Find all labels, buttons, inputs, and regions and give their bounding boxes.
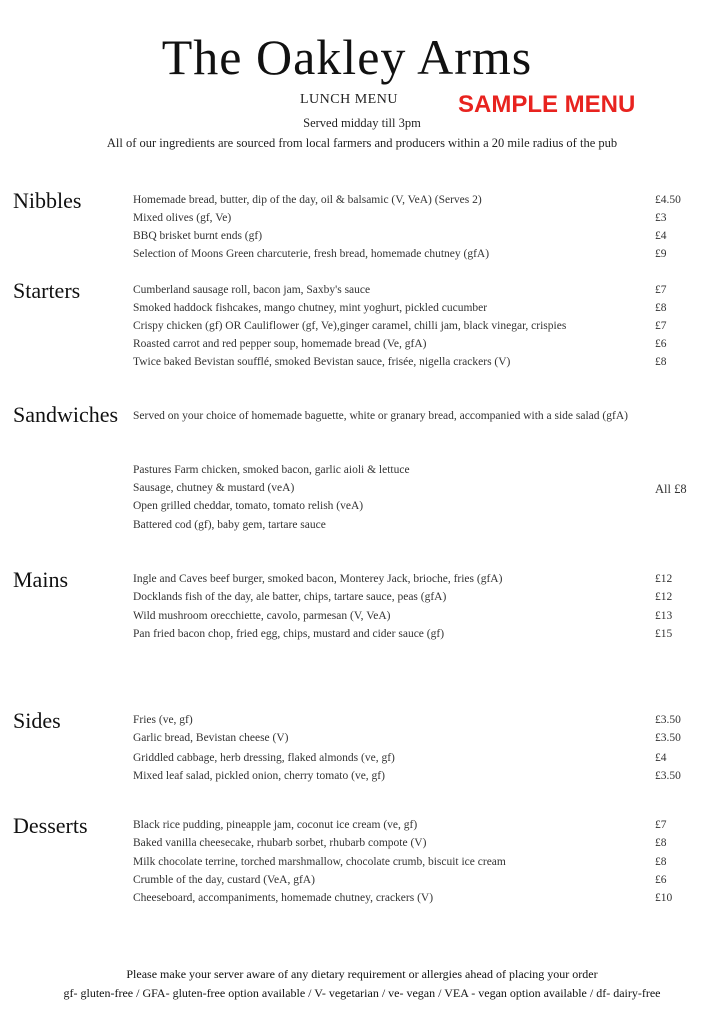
allergy-note: Please make your server aware of any dietary requirement or allergies ahead of placing your order	[126, 967, 598, 981]
menu-item-name: Cumberland sausage roll, bacon jam, Saxby's sauce	[133, 284, 371, 296]
sample-menu-label: SAMPLE MENU	[458, 91, 636, 118]
menu-item-price: £9	[655, 248, 667, 260]
menu-item-price: £3.50	[655, 714, 681, 726]
sourcing-note: All of our ingredients are sourced from local farmers and producers within a 20 mile radius of the pub	[106, 136, 618, 150]
menu-item-name: Wild mushroom orecchiette, cavolo, parmesan (V, VeA)	[133, 610, 391, 622]
serving-hours: Served midday till 3pm	[303, 116, 421, 130]
menu-item-name: Pan fried bacon chop, fried egg, chips, mustard and cider sauce (gf)	[133, 628, 445, 640]
dietary-key: gf- gluten-free / GFA- gluten-free option available / V- vegetarian / ve- vegan / VEA - vegan option available / df- dairy-free	[63, 986, 661, 1000]
restaurant-name: The Oakley Arms	[161, 29, 533, 85]
menu-item-price: £7	[655, 320, 667, 332]
menu-item-name: Docklands fish of the day, ale batter, chips, tartare sauce, peas (gfA)	[133, 591, 447, 603]
menu-item-name: Crispy chicken (gf) OR Cauliflower (gf, Ve),ginger caramel, chilli jam, black vinegar, crispies	[133, 320, 567, 332]
menu-item-name: Smoked haddock fishcakes, mango chutney, mint yoghurt, pickled cucumber	[133, 302, 488, 314]
menu-item-name: Milk chocolate terrine, torched marshmallow, chocolate crumb, biscuit ice cream	[133, 856, 506, 868]
menu-item-name: Roasted carrot and red pepper soup, homemade bread (Ve, gfA)	[133, 338, 427, 350]
menu-item-price: £6	[655, 874, 667, 886]
menu-item-price: £4	[655, 752, 667, 764]
section-description: Served on your choice of homemade baguette, white or granary bread, accompanied with a side salad (gfA)	[133, 410, 628, 422]
menu-item-name: Black rice pudding, pineapple jam, coconut ice cream (ve, gf)	[133, 819, 418, 831]
menu-item-price: £8	[655, 856, 667, 868]
menu-item-name: Baked vanilla cheesecake, rhubarb sorbet, rhubarb compote (V)	[133, 837, 427, 849]
menu-item-price: £8	[655, 302, 667, 314]
menu-item-price: £15	[655, 628, 673, 640]
menu-item-price: £12	[655, 573, 673, 585]
section-heading: Sandwiches	[13, 402, 119, 427]
group-price: All £8	[655, 482, 687, 496]
menu-item-name: Battered cod (gf), baby gem, tartare sauce	[133, 519, 326, 531]
menu-item-name: Garlic bread, Bevistan cheese (V)	[133, 732, 289, 744]
menu-item-price: £10	[655, 892, 673, 904]
menu-item-price: £3.50	[655, 770, 681, 782]
menu-item-name: Mixed leaf salad, pickled onion, cherry tomato (ve, gf)	[133, 770, 385, 782]
menu-item-name: Open grilled cheddar, tomato, tomato relish (veA)	[133, 500, 364, 512]
section-heading: Sides	[13, 708, 61, 733]
menu-item-name: Crumble of the day, custard (VeA, gfA)	[133, 874, 315, 886]
menu-type: LUNCH MENU	[300, 92, 398, 107]
menu-item-price: £8	[655, 837, 667, 849]
menu-item-price: £13	[655, 610, 673, 622]
section-heading: Starters	[13, 278, 81, 303]
menu-item-name: BBQ brisket burnt ends (gf)	[133, 230, 263, 242]
menu-item-name: Griddled cabbage, herb dressing, flaked almonds (ve, gf)	[133, 752, 395, 764]
menu-item-price: £6	[655, 338, 667, 350]
menu-item-name: Selection of Moons Green charcuterie, fresh bread, homemade chutney (gfA)	[133, 248, 490, 260]
menu-item-price: £3.50	[655, 732, 681, 744]
menu-item-price: £4	[655, 230, 667, 242]
menu-item-price: £3	[655, 212, 667, 224]
section-heading: Nibbles	[13, 188, 82, 213]
menu-item-name: Mixed olives (gf, Ve)	[133, 212, 232, 224]
menu-item-name: Cheeseboard, accompaniments, homemade chutney, crackers (V)	[133, 892, 434, 904]
menu-item-price: £7	[655, 284, 667, 296]
menu-item-name: Ingle and Caves beef burger, smoked bacon, Monterey Jack, brioche, fries (gfA)	[133, 573, 503, 585]
menu-item-name: Sausage, chutney & mustard (veA)	[133, 482, 295, 494]
menu-item-price: £7	[655, 819, 667, 831]
section-heading: Desserts	[13, 813, 88, 838]
menu-item-name: Homemade bread, butter, dip of the day, oil & balsamic (V, VeA) (Serves 2)	[133, 194, 482, 206]
menu-item-name: Twice baked Bevistan soufflé, smoked Bevistan sauce, frisée, nigella crackers (V)	[133, 356, 511, 368]
menu-item-name: Pastures Farm chicken, smoked bacon, garlic aioli & lettuce	[133, 464, 410, 476]
menu-item-price: £4.50	[655, 194, 681, 206]
section-heading: Mains	[13, 567, 68, 592]
menu-item-price: £8	[655, 356, 667, 368]
menu-item-price: £12	[655, 591, 673, 603]
menu-item-name: Fries (ve, gf)	[133, 714, 193, 726]
